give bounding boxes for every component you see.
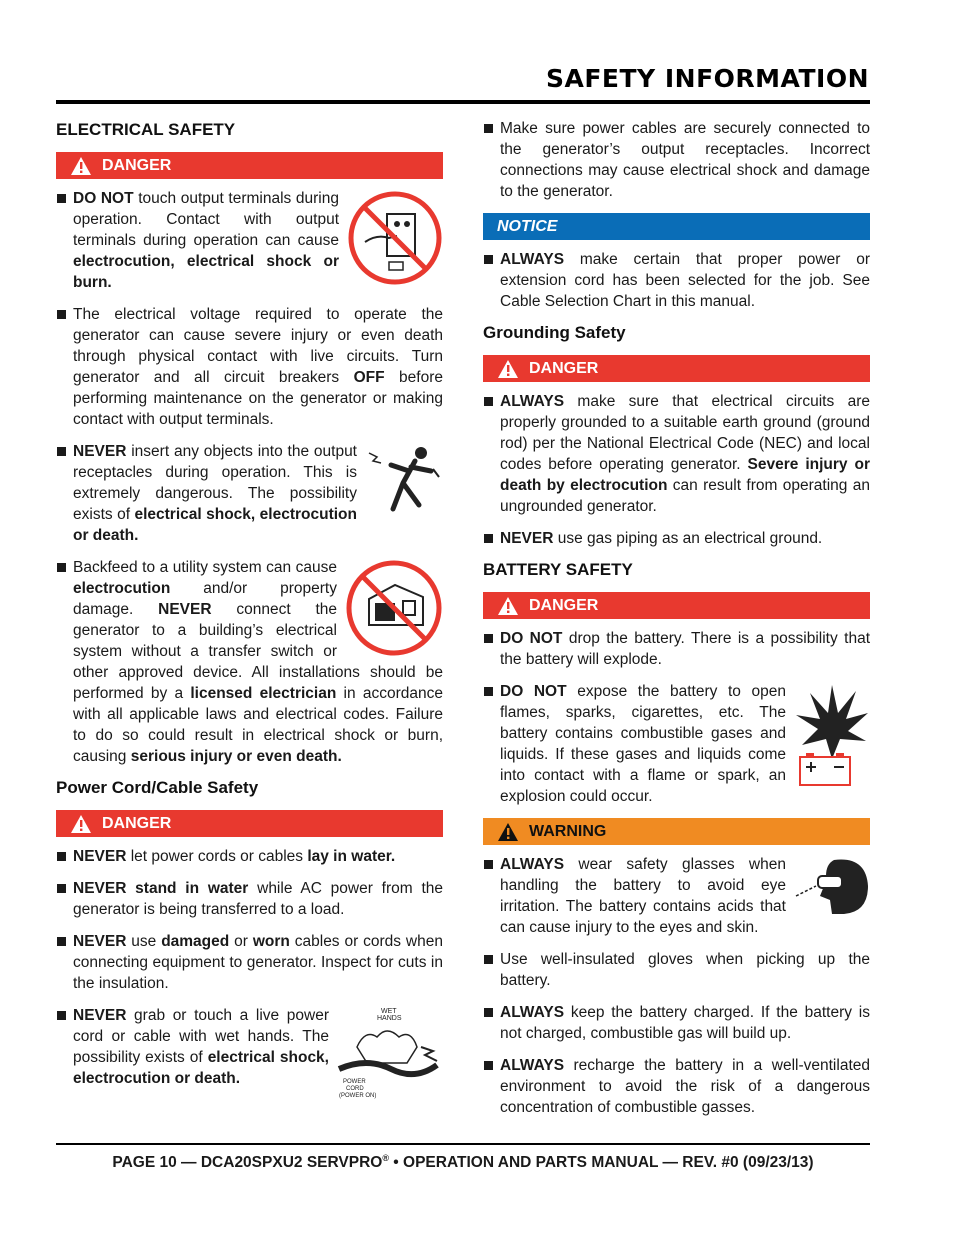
list-item: NEVER let power cords or cables lay in water. <box>56 846 443 867</box>
danger-label: DANGER <box>102 156 172 174</box>
notice-banner <box>483 213 870 240</box>
svg-text:CORD: CORD <box>346 1086 364 1092</box>
battery-explosion-icon <box>794 683 870 787</box>
bullet-icon <box>57 447 66 456</box>
notice-label: NOTICE <box>497 217 558 235</box>
svg-text:HANDS: HANDS <box>377 1015 402 1022</box>
list-item: ALWAYS wear safety glasses when handling the battery to avoid eye irritation. The battery contains acids that can cause injury to the eyes and skin. <box>483 854 870 938</box>
list-item: ALWAYS make certain that proper power or extension cord has been selected for the job. See Cable Selection Chart in this manual. <box>483 249 870 312</box>
bullet-icon <box>484 1008 493 1017</box>
title-rule <box>56 100 870 104</box>
no-backfeed-house-icon <box>345 559 443 657</box>
danger-banner <box>483 355 870 382</box>
warning-triangle-icon <box>497 822 519 842</box>
warning-label: WARNING <box>529 822 607 840</box>
bullet-icon <box>484 955 493 964</box>
footer-rule <box>56 1143 870 1145</box>
danger-label: DANGER <box>529 596 599 614</box>
page-title: SAFETY INFORMATION <box>546 64 869 93</box>
warning-triangle-icon <box>70 814 92 834</box>
list-item: NEVER stand in water while AC power from the generator is being transferred to a load. <box>56 878 443 920</box>
list-item: NEVER use gas piping as an electrical ground. <box>483 528 870 549</box>
danger-label: DANGER <box>529 359 599 377</box>
list-item: Backfeed to a utility system can cause electrocution and/or property damage. NEVER connect the generator to a building’s electrical system without a transfer switch or other approved device. All installations should be performed by a licensed electrician in accordance with all applicable laws and electrical codes. Failure to do so could result in electrical shock or burn, causing serious injury or even death. <box>56 557 443 767</box>
warning-banner <box>483 818 870 845</box>
list-item: WET HANDS POWER CORD (POWER ON) NEVER grab or touch a live power cord or cable with wet hands. The possibility exists of electrical shock, electrocution or death. <box>56 1005 443 1089</box>
list-item: ALWAYS recharge the battery in a well-ventilated environment to avoid the risk of a dangerous concentration of combustible gasses. <box>483 1055 870 1118</box>
svg-text:(POWER ON): (POWER ON) <box>339 1093 377 1099</box>
page-footer: PAGE 10 — DCA20SPXU2 SERVPRO® • OPERATION AND PARTS MANUAL — REV. #0 (09/23/13) <box>112 1153 814 1172</box>
list-item: ALWAYS make sure that electrical circuits are properly grounded to a suitable earth ground (ground rod) per the National Electrical Code (NEC) and local codes before operating generator. Severe injury or death by electrocution can result from operating an ungrounded generator. <box>483 391 870 517</box>
bullet-icon <box>57 310 66 319</box>
warning-triangle-icon <box>497 359 519 379</box>
bullet-icon <box>484 534 493 543</box>
svg-text:POWER: POWER <box>343 1079 366 1085</box>
bullet-icon <box>484 687 493 696</box>
list-item: Make sure power cables are securely connected to the generator’s output receptacles. Incorrect connections may cause electrical shock and damage to the generator. <box>483 118 870 202</box>
list-item: DO NOT expose the battery to open flames, sparks, cigarettes, etc. The battery contains combustible gases and liquids. If these gases and liquids come into contact with a flame or spark, an explosion could occur. <box>483 681 870 807</box>
bullet-icon <box>484 124 493 133</box>
danger-label: DANGER <box>102 814 172 832</box>
danger-banner <box>483 592 870 619</box>
danger-banner <box>56 810 443 837</box>
danger-banner <box>56 152 443 179</box>
list-item: The electrical voltage required to operate the generator can cause severe injury or even death through physical contact with live circuits. Turn generator and all circuit breakers OFF before performing maintenance on the generator or making contact with output terminals. <box>56 304 443 430</box>
list-item: Use well-insulated gloves when picking up the battery. <box>483 949 870 991</box>
no-touch-terminals-icon <box>347 190 443 286</box>
power-cord-heading: Power Cord/Cable Safety <box>56 778 259 797</box>
bullet-icon <box>57 884 66 893</box>
bullet-icon <box>57 194 66 203</box>
list-item: ALWAYS keep the battery charged. If the battery is not charged, combustible gas will build up. <box>483 1002 870 1044</box>
list-item: NEVER insert any objects into the output receptacles during operation. This is extremely dangerous. The possibility exists of electrical shock, electrocution or death. <box>56 441 443 546</box>
grounding-safety-heading: Grounding Safety <box>483 323 626 342</box>
bullet-icon <box>57 1011 66 1020</box>
electric-shock-person-icon <box>365 443 443 515</box>
safety-glasses-icon <box>794 856 870 916</box>
bullet-icon <box>484 397 493 406</box>
bullet-icon <box>484 255 493 264</box>
left-column <box>56 118 443 1103</box>
bullet-icon <box>57 852 66 861</box>
right-column <box>483 118 870 1129</box>
bullet-icon <box>484 634 493 643</box>
bullet-icon <box>484 1061 493 1070</box>
battery-safety-heading: BATTERY SAFETY <box>483 560 633 579</box>
warning-triangle-icon <box>497 596 519 616</box>
warning-triangle-icon <box>70 156 92 176</box>
list-item: NEVER use damaged or worn cables or cords when connecting equipment to generator. Inspect for cuts in the insulation. <box>56 931 443 994</box>
electrical-safety-heading: ELECTRICAL SAFETY <box>56 120 236 139</box>
list-item: DO NOT drop the battery. There is a possibility that the battery will explode. <box>483 628 870 670</box>
bullet-icon <box>57 937 66 946</box>
bullet-icon <box>57 563 66 572</box>
wet-hands-power-cord-icon <box>337 1007 443 1099</box>
bullet-icon <box>484 860 493 869</box>
svg-text:WET: WET <box>381 1008 397 1015</box>
list-item: DO NOT touch output terminals during operation. Contact with output terminals during operation can cause electrocution, electrical shock or burn. <box>56 188 443 293</box>
